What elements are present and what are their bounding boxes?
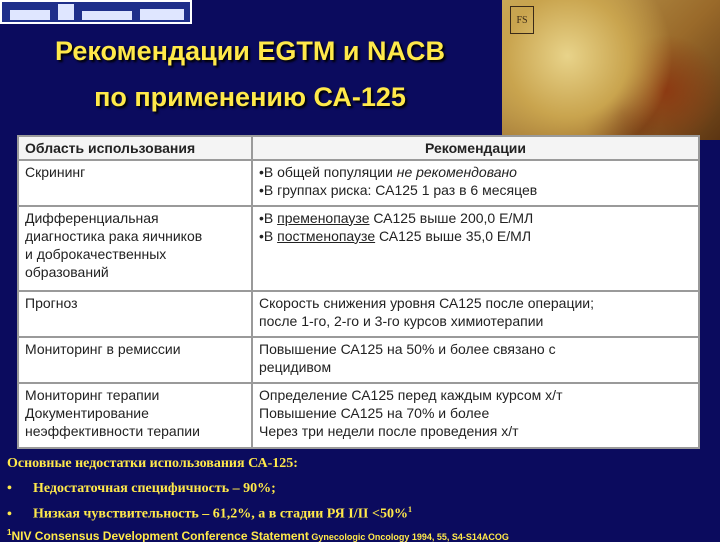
title-line-1: Рекомендации EGTM и NACB	[55, 36, 445, 66]
recommendation-line	[259, 404, 692, 422]
photo-monogram: FS	[510, 6, 534, 34]
table-row	[18, 291, 699, 337]
area-text: Документирование	[25, 404, 149, 421]
area-text: неэффективности терапии	[25, 422, 200, 439]
recommendation-text: Повышение СА125 на 70% и более	[259, 404, 490, 421]
area-text: образований	[25, 263, 109, 280]
recommendation-line	[259, 358, 692, 376]
recommendation-line	[259, 312, 692, 330]
recommendation-cell	[252, 206, 699, 291]
limitations-title: Основные недостатки использования СА-125:	[7, 456, 298, 471]
limitation-text: Низкая чувствительность – 61,2%, а в стадии РЯ I/II <50%	[33, 506, 408, 522]
table-row	[18, 206, 699, 291]
recommendation-line	[259, 340, 692, 358]
recommendation-line	[259, 386, 692, 404]
table-header-row	[18, 136, 699, 160]
emphasis-text: не рекомендовано	[396, 164, 517, 180]
area-cell	[18, 337, 252, 383]
citation-main: NIV Consensus Development Conference Statement	[11, 529, 309, 542]
area-cell	[18, 206, 252, 291]
list-item	[7, 505, 720, 523]
recommendation-cell	[252, 291, 699, 337]
area-text: и доброкачественных	[25, 245, 167, 262]
table-row	[18, 383, 699, 448]
citation-mark: 1	[7, 528, 12, 537]
recommendation-text: Определение СА125 перед каждым курсом х/т	[259, 386, 563, 403]
recommendation-text: СА125 выше 35,0 Е/МЛ	[375, 227, 532, 244]
recommendations-table	[17, 135, 700, 449]
limitation-text: Недостаточная специфичность – 90%;	[33, 481, 276, 496]
recommendation-line	[259, 294, 692, 312]
area-text: Прогноз	[25, 294, 78, 311]
recommendation-text: после 1-го, 2-го и 3-го курсов химиотерапии	[259, 312, 544, 329]
logo-building	[10, 10, 50, 20]
logo-building	[140, 9, 184, 20]
underlined-term: постменопаузе	[277, 227, 376, 244]
recommendation-line	[259, 422, 692, 440]
logo-building	[58, 4, 74, 20]
header-recommendations: Рекомендации	[252, 136, 699, 160]
tissue-photo	[502, 0, 720, 140]
area-text: Мониторинг в ремиссии	[25, 340, 181, 357]
recommendation-text: •В	[259, 209, 278, 226]
recommendation-text: Повышение СА125 на 50% и более связано с	[259, 340, 556, 357]
area-text: Скрининг	[25, 164, 86, 180]
footnote-mark: 1	[407, 505, 412, 514]
recommendation-cell	[252, 160, 699, 206]
area-text: Мониторинг терапии	[25, 386, 160, 403]
area-text: Дифференциальная	[25, 209, 159, 226]
list-item	[7, 481, 720, 497]
recommendation-text: •В группах риска: СА125 1 раз в 6 месяцев	[259, 182, 538, 198]
area-cell	[18, 160, 252, 206]
recommendation-cell	[252, 383, 699, 448]
area-cell	[18, 383, 252, 448]
logo-building	[82, 11, 132, 20]
table-row	[18, 337, 699, 383]
recommendation-text: СА125 выше 200,0 Е/МЛ	[369, 209, 534, 226]
recommendation-line	[259, 181, 692, 199]
recommendation-line	[259, 227, 692, 245]
area-cell	[18, 291, 252, 337]
recommendation-text: рецидивом	[259, 358, 332, 375]
recommendation-line	[259, 209, 692, 227]
area-text: диагностика рака яичников	[25, 227, 203, 244]
limitations-list	[7, 481, 720, 523]
limitations-block	[7, 456, 720, 531]
recommendation-text: •В общей популяции	[259, 164, 397, 180]
bullet-icon: •	[7, 481, 12, 496]
recommendation-line	[259, 163, 692, 181]
underlined-term: пременопаузе	[277, 209, 370, 226]
title-line-2: по применению СА-125	[94, 82, 406, 112]
slide-title	[0, 28, 500, 120]
recommendation-text: Через три недели после проведения х/т	[259, 422, 519, 439]
bullet-icon: •	[7, 506, 12, 522]
institution-logo	[0, 0, 192, 24]
citation-journal: Gynecologic Oncology 1994, 55, S4-S14ACOG	[308, 532, 509, 542]
header-area: Область использования	[18, 136, 252, 160]
recommendation-cell	[252, 337, 699, 383]
recommendation-text: Скорость снижения уровня СА125 после операции;	[259, 294, 595, 311]
recommendation-text: •В	[259, 227, 278, 244]
table-row	[18, 160, 699, 206]
